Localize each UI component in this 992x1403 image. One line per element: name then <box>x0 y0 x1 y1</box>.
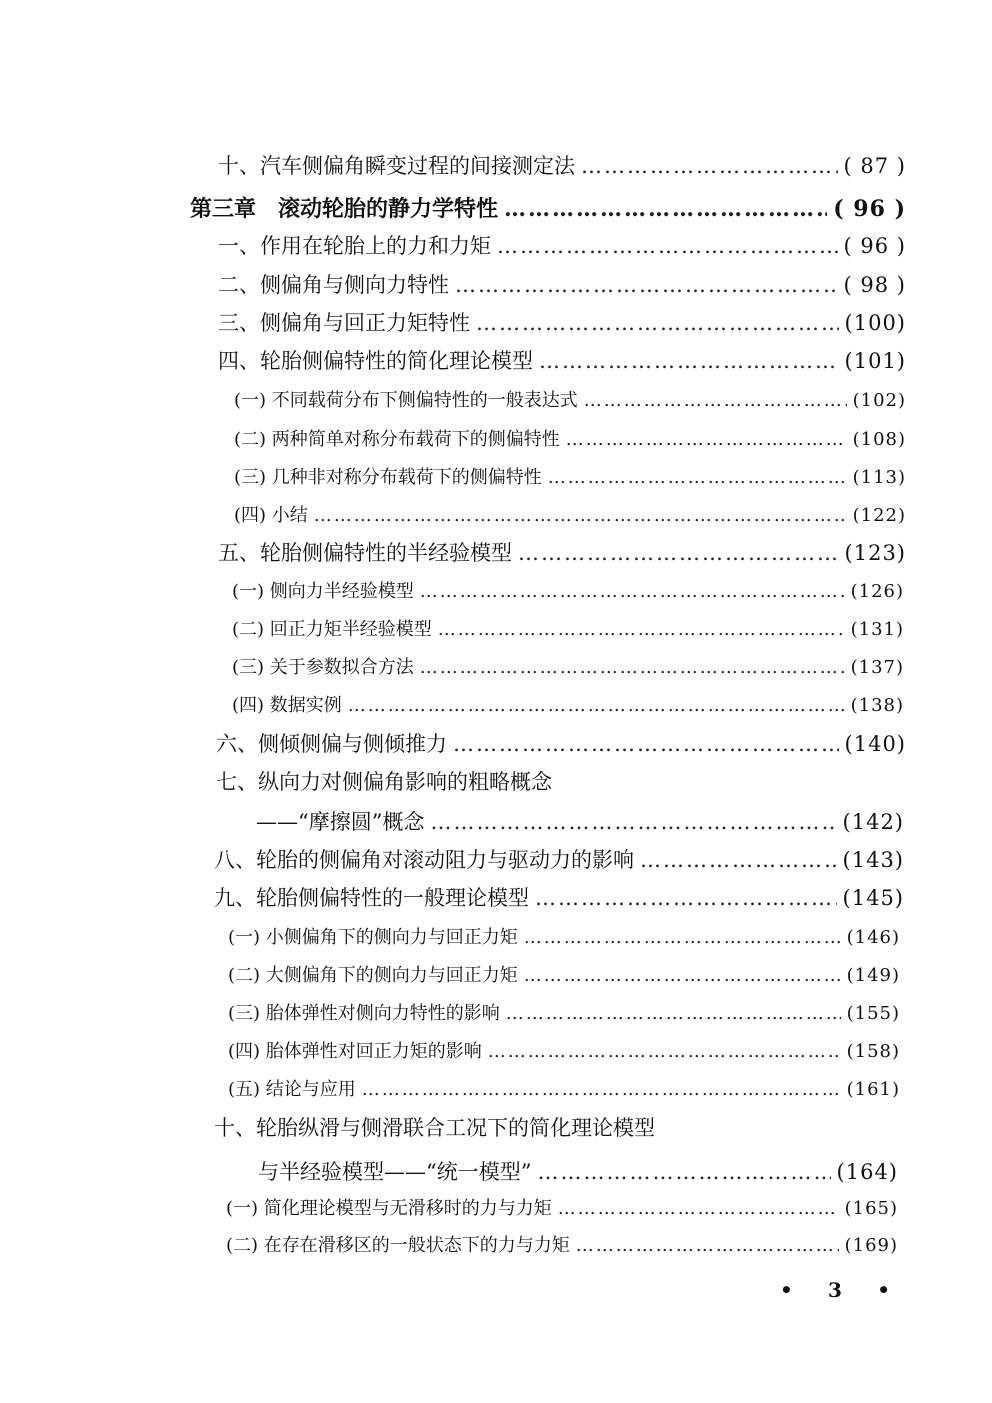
dot-leader <box>348 695 845 716</box>
dot-leader <box>420 581 845 602</box>
toc-entry[interactable] <box>214 844 904 874</box>
dot-leader <box>497 234 838 258</box>
dot-leader <box>584 390 847 411</box>
dot-leader <box>453 732 839 756</box>
dot-leader <box>539 349 839 373</box>
toc-entry-title: (二) 回正力矩半经验模型 <box>232 619 432 640</box>
toc-subentry[interactable] <box>228 923 900 949</box>
dot-leader <box>537 1160 830 1184</box>
toc-entry-page: (140) <box>844 732 906 756</box>
toc-entry-page: (158) <box>846 1041 900 1062</box>
toc-entry-page: (149) <box>846 965 900 986</box>
toc-entry-page: (142) <box>842 810 904 834</box>
toc-entry-title: (四) 数据实例 <box>232 695 342 716</box>
dot-leader <box>535 886 837 910</box>
dot-leader <box>438 619 845 640</box>
toc-entry-title: (一) 侧向力半经验模型 <box>232 581 414 602</box>
toc-entry[interactable] <box>214 882 904 912</box>
toc-subentry[interactable] <box>228 1037 900 1063</box>
toc-entry-title: (一) 小侧偏角下的侧向力与回正力矩 <box>228 927 518 948</box>
toc-entry[interactable] <box>216 728 906 758</box>
toc-entry-title: 八、轮胎的侧偏角对滚动阻力与驱动力的影响 <box>214 848 634 872</box>
toc-entry-title: 六、侧倾侧偏与侧倾推力 <box>216 732 447 756</box>
toc-subentry[interactable] <box>228 961 900 987</box>
toc-heading-10: 十、轮胎纵滑与侧滑联合工况下的简化理论模型 <box>214 1116 655 1140</box>
toc-entry-page: (126) <box>850 581 904 602</box>
toc-entry-page: (122) <box>852 505 906 526</box>
toc-entry-title: (四) 小结 <box>234 505 308 526</box>
toc-entry-page: (143) <box>842 848 904 872</box>
toc-entry-page: (108) <box>852 429 906 450</box>
toc-entry-page: (131) <box>850 619 904 640</box>
toc-entry-title: 与半经验模型——“统一模型” <box>258 1160 532 1184</box>
toc-entry-title: 九、轮胎侧偏特性的一般理论模型 <box>214 886 529 910</box>
toc-entry-title: (三) 几种非对称分布载荷下的侧偏特性 <box>234 467 542 488</box>
toc-entry-title: 四、轮胎侧偏特性的简化理论模型 <box>218 349 533 373</box>
dot-leader <box>640 848 837 872</box>
toc-subentry[interactable] <box>226 1231 898 1257</box>
dot-leader <box>314 505 847 526</box>
toc-entry-page: (100) <box>844 311 906 335</box>
toc-entry-page: (138) <box>850 695 904 716</box>
toc-entry-page: (101) <box>844 349 906 373</box>
dot-leader <box>524 965 841 986</box>
toc-entry-page: (137) <box>850 657 904 678</box>
toc-entry[interactable] <box>218 150 906 180</box>
toc-entry-title: (一) 简化理论模型与无滑移时的力与力矩 <box>226 1198 552 1219</box>
toc-entry-page: ( 96 ) <box>843 234 906 258</box>
toc-subentry[interactable] <box>232 653 904 679</box>
dot-leader <box>420 657 845 678</box>
toc-entry-title: 一、作用在轮胎上的力和力矩 <box>218 234 491 258</box>
toc-entry-page: (146) <box>846 927 900 948</box>
dot-leader <box>524 927 841 948</box>
toc-entry-page: ( 87 ) <box>843 154 906 178</box>
footer-bullet-left: • <box>780 1278 793 1302</box>
dot-leader <box>581 154 838 178</box>
toc-entry[interactable] <box>218 230 906 260</box>
toc-subentry[interactable] <box>232 615 904 641</box>
toc-entry-page: ( 96 ) <box>833 196 906 222</box>
dot-leader <box>548 467 847 488</box>
toc-entry[interactable] <box>256 806 904 836</box>
dot-leader <box>558 1198 839 1219</box>
toc-entry[interactable] <box>218 537 906 567</box>
page-footer <box>780 1278 890 1302</box>
dot-leader <box>518 541 839 565</box>
page-number: 3 <box>828 1278 842 1302</box>
toc-entry-page: (102) <box>852 390 906 411</box>
dot-leader <box>576 1235 839 1256</box>
dot-leader <box>430 810 836 834</box>
toc-subentry[interactable] <box>228 999 900 1025</box>
toc-entry-page: (145) <box>842 886 904 910</box>
toc-subentry[interactable] <box>234 501 906 527</box>
toc-entry-page: (113) <box>852 467 906 488</box>
toc-entry-title: (三) 关于参数拟合方法 <box>232 657 414 678</box>
dot-leader <box>488 1041 841 1062</box>
toc-entry-title: 五、轮胎侧偏特性的半经验模型 <box>218 541 512 565</box>
toc-subentry[interactable] <box>234 463 906 489</box>
dot-leader <box>362 1079 841 1100</box>
toc-entry[interactable] <box>218 307 906 337</box>
toc-subentry[interactable] <box>234 386 906 412</box>
toc-entry-title: (三) 胎体弹性对侧向力特性的影响 <box>228 1003 500 1024</box>
toc-entry-page: (123) <box>844 541 906 565</box>
toc-entry-page: (161) <box>846 1079 900 1100</box>
toc-entry-title: (四) 胎体弹性对回正力矩的影响 <box>228 1041 482 1062</box>
toc-subentry[interactable] <box>232 691 904 717</box>
toc-subentry[interactable] <box>232 577 904 603</box>
toc-entry-title: ——“摩擦圆”概念 <box>256 810 425 834</box>
toc-entry-title: (二) 两种简单对称分布载荷下的侧偏特性 <box>234 429 560 450</box>
dot-leader <box>566 429 847 450</box>
toc-entry-title: (二) 在存在滑移区的一般状态下的力与力矩 <box>226 1235 570 1256</box>
toc-entry-title: 三、侧偏角与回正力矩特性 <box>218 311 470 335</box>
toc-entry[interactable] <box>258 1156 898 1186</box>
toc-entry-title: 二、侧偏角与侧向力特性 <box>218 273 449 297</box>
toc-entry-title: 十、汽车侧偏角瞬变过程的间接测定法 <box>218 154 575 178</box>
toc-entry-title: (一) 不同载荷分布下侧偏特性的一般表达式 <box>234 390 578 411</box>
toc-chapter-entry[interactable] <box>190 192 906 223</box>
dot-leader <box>455 273 838 297</box>
toc-entry-title: 第三章 滚动轮胎的静力学特性 <box>190 196 499 222</box>
toc-entry-title: (五) 结论与应用 <box>228 1079 356 1100</box>
toc-entry-page: (169) <box>844 1235 898 1256</box>
toc-entry-page: (155) <box>846 1003 900 1024</box>
toc-entry-title: (二) 大侧偏角下的侧向力与回正力矩 <box>228 965 518 986</box>
toc-subentry[interactable] <box>234 425 906 451</box>
toc-subentry[interactable] <box>226 1194 898 1220</box>
toc-entry[interactable] <box>218 269 906 299</box>
toc-subentry[interactable] <box>228 1075 900 1101</box>
toc-entry-page: (164) <box>836 1160 898 1184</box>
dot-leader <box>476 311 839 335</box>
toc-entry-page: ( 98 ) <box>843 273 906 297</box>
dot-leader <box>504 196 827 222</box>
toc-heading-7: 七、纵向力对侧偏角影响的粗略概念 <box>216 770 552 794</box>
toc-entry-page: (165) <box>844 1198 898 1219</box>
toc-entry[interactable] <box>218 345 906 375</box>
dot-leader <box>506 1003 841 1024</box>
footer-bullet-right: • <box>877 1278 890 1302</box>
